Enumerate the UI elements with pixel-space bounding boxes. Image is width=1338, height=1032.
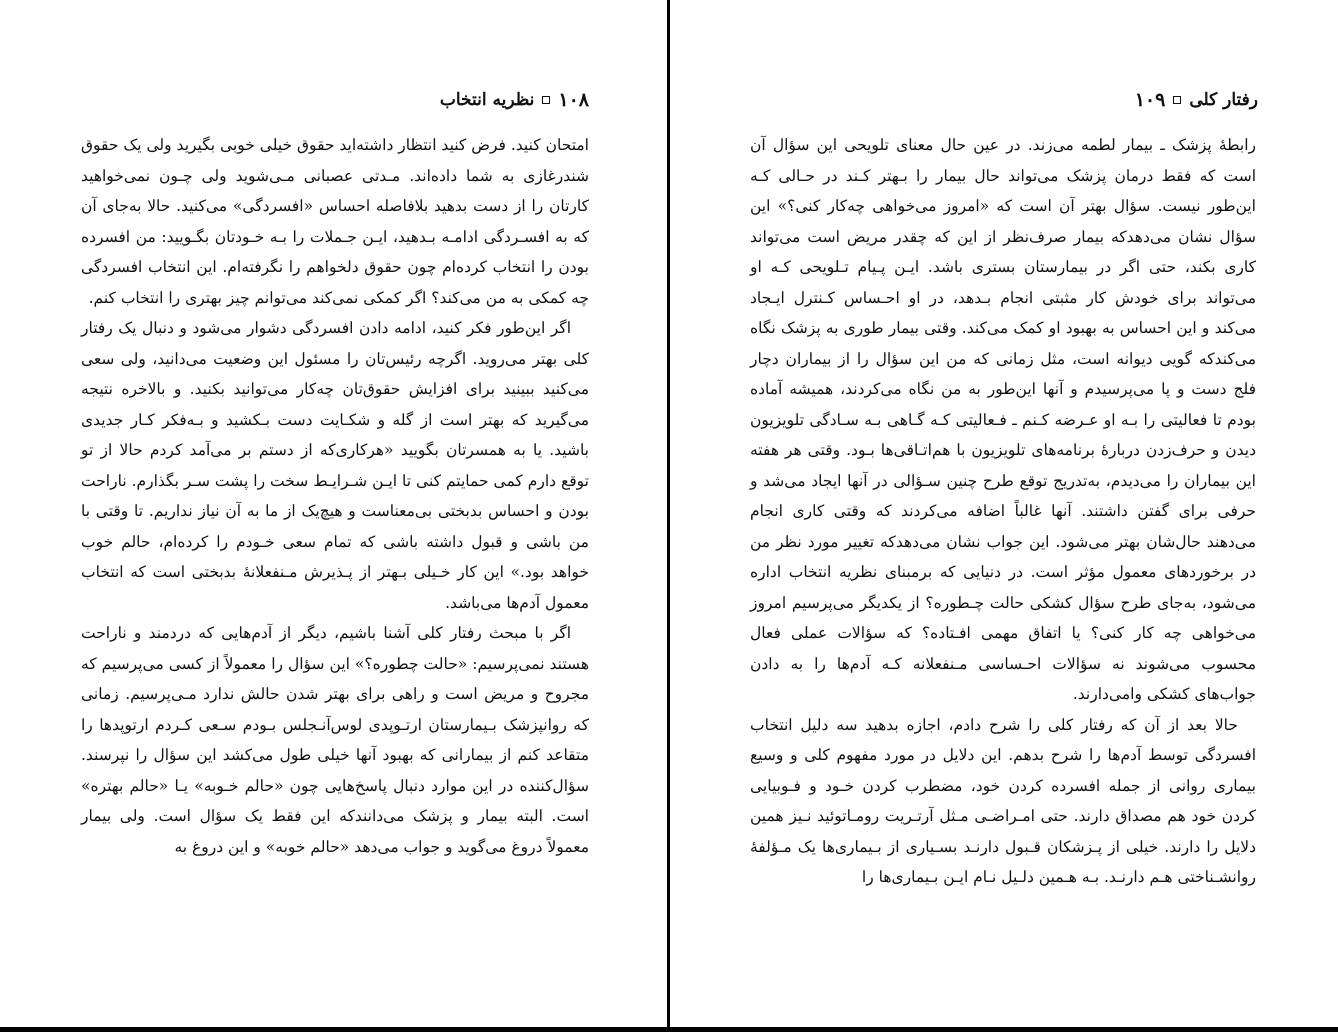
page-header (1135, 88, 1258, 112)
running-title: نظریه انتخاب (439, 90, 535, 110)
page-body (750, 130, 1256, 893)
page-number: ۱۰۹ (1134, 89, 1166, 111)
header-separator-icon (542, 96, 550, 104)
running-title: رفتار کلی (1189, 90, 1258, 110)
page-header (440, 88, 589, 112)
header-separator-icon (1173, 96, 1181, 104)
paragraph: امتحان کنید. فرض کنید انتظار داشته‌اید حقوق خیلی خوبی بگیرید ولی یک حقوق شندرغازی به شما داده‌اند. مـدتی عصبانی مـی‌شوید ولی چـون نمی‌خواهید کارتان را از دست بدهید بلافاصله احساس «افسردگی» می‌کنید. حالا به‌جای آن که به افسـردگی ادامـه بـدهید، ایـن جـملات را بـه خـودتان بگـویید: من افسرده بودن را انتخاب کرده‌ام چون حقوق دلخواهم را نگرفته‌ام. این انتخاب افسردگی چه کمکی به من می‌کند؟ اگر کمکی نمی‌کند می‌توانم چیز بهتری را انتخاب کنم. (81, 136, 589, 307)
paragraph: حالا بعد از آن که رفتار کلی را شرح دادم، اجازه بدهید سه دلیل انتخاب افسردگی توسط آدم‌ها را شرح بدهم. این دلایل در مورد مفهوم کلی و وسیع بیماری روانی از جمله افسرده کردن خود، مضطرب کردن خـود و فـوبیایی کردن خود هم مصداق دارند. حتی امـراضـی مـثل آرتـریت رومـاتوئید نـیز همین دلایل را دارند. خیلی از پـزشکان قـبول دارنـد بسـیاری از بـیماری‌ها یک مـؤلفهٔ روانشـناختی هـم دارنـد. بـه هـمین دلـیل نـام ایـن بـیماری‌ها را (750, 715, 1256, 886)
bottom-edge-rule (0, 1027, 1338, 1032)
paragraph: اگر این‌طور فکر کنید، ادامه دادن افسردگی دشوار می‌شود و دنبال یک رفتار کلی بهتر می‌روید. اگرچه رئیس‌تان را مسئول این وضعیت می‌دانید، ولی سعی می‌کنید ببینید برای افزایش حقوق‌تان چه‌کار می‌توانید بکنید. و بالاخره نتیجه می‌گیرید که بهتر است از گله و شکـایت دست بـکشید و بـه‌فکر کـار جدیدی باشید. یا به همسرتان بگویید «هرکاری‌که از دستم بر می‌آمد کردم حالا از تو توقع دارم کمی حمایتم کنی تا ایـن شـرایـط سخت را پشت سـر بگذارم. ناراحت بودن و احساس بدبختی بی‌معناست و هیچ‌یک از ما به آن نیاز نداریم. تا وقتی با من باشی و قبول داشته باشی که تمام سعی خـودم را کرده‌ام، حالم خوب خواهد بود.» این کار خـیلی بـهتر از پـذیرش مـنفعلانهٔ بدبختی است که انتخاب معمول آدم‌ها می‌باشد. (81, 319, 589, 612)
left-page (0, 0, 667, 1032)
right-page (671, 0, 1338, 1032)
paragraph: اگر با مبحث رفتار کلی آشنا باشیم، دیگر از آدم‌هایی که دردمند و ناراحت هستند نمی‌پرسیم: «حالت چطوره؟» این سؤال را معمولاً از کسی می‌پرسیم که مجروح و مریض است و راهی برای بهتر شدن حالش ندارد مـی‌پرسیم. زمانی که روانپزشک بـیمارستان ارتـوپدی لوس‌آنـجلس بـودم سـعی کـردم ارتوپدها را متقاعد کنم از بیمارانی که بهبود آنها خیلی طول می‌کشد این سؤال را نپرسند. سؤال‌کننده در این موارد دنبال پاسخ‌هایی چون «حالم خـوبه» یـا «حالم بهتره» است. البته بیمار و پزشک می‌دانندکه این فقط یک سؤال است. ولی بیمار معمولاً دروغ می‌گوید و جواب می‌دهد «حالم خوبه» و این دروغ به (81, 624, 589, 856)
page-number: ۱۰۸ (558, 89, 589, 111)
page-body (81, 130, 589, 862)
book-spine-divider (667, 0, 670, 1032)
paragraph: رابطهٔ پزشک ـ بیمار لطمه می‌زند. در عین حال معنای تلویحی این سؤال آن است که فقط درمان پزشک می‌تواند حال بیمار را بـهتر کـند در حـالی کـه این‌طور نیست. سؤال بهتر آن است که «امروز می‌خواهی چه‌کار کنی؟» این سؤال نشان می‌دهدکه بیمار صرف‌نظر از این که چقدر مریض است می‌تواند کاری بکند، حتی اگر در بیمارستان بستری باشد. ایـن پـیام تـلویحی کـه او می‌تواند برای خودش کار مثبتی انجام بـدهد، در او احـساس کـنترل ایـجاد می‌کند و این احساس به بهبود او کمک می‌کند. وقتی بیمار طوری به پزشک نگاه می‌کندکه گویی دیوانه است، مثل زمانی که من این سؤال را از بیماران دچار فلج دست و پا می‌پرسیدم و آنها این‌طور به من نگاه می‌کردند، همیشه آماده بودم تا فعالیتی را بـه او عـرضه کـنم ـ فـعالیتی کـه گـاهی بـه سـادگی تلویزیون دیدن و حرف‌زدن دربارهٔ برنامه‌های تلویزیون با هم‌اتـاقی‌ها بـود. وقتی هر هفته این بیماران را می‌دیدم، به‌تدریج توقع طرح چنین سـؤالی در آنها ایجاد می‌شد و حرفی برای گفتن داشتند. آنها غالباً اضافه می‌کردند که وقتی کاری انجام می‌دهند حال‌شان بهتر می‌شود. این جواب نشان می‌دهدکه تغییر مورد نظر من در برخوردهای معمول مؤثر است. در دنیایی که برمبنای نظریه انتخاب اداره می‌شود، به‌جای طرح سؤال کشکی حالت چـطوره؟ از یکدیگر می‌پرسیم امروز می‌خواهی چه کار کنی؟ یا اتفاق مهمی افـتاده؟ که سؤالات عملی فعال محسوب می‌شوند نه سؤالات احـساسی مـنفعلانه کـه آدم‌ها را به دادن جواب‌های کشکی وامی‌دارند. (750, 136, 1256, 703)
